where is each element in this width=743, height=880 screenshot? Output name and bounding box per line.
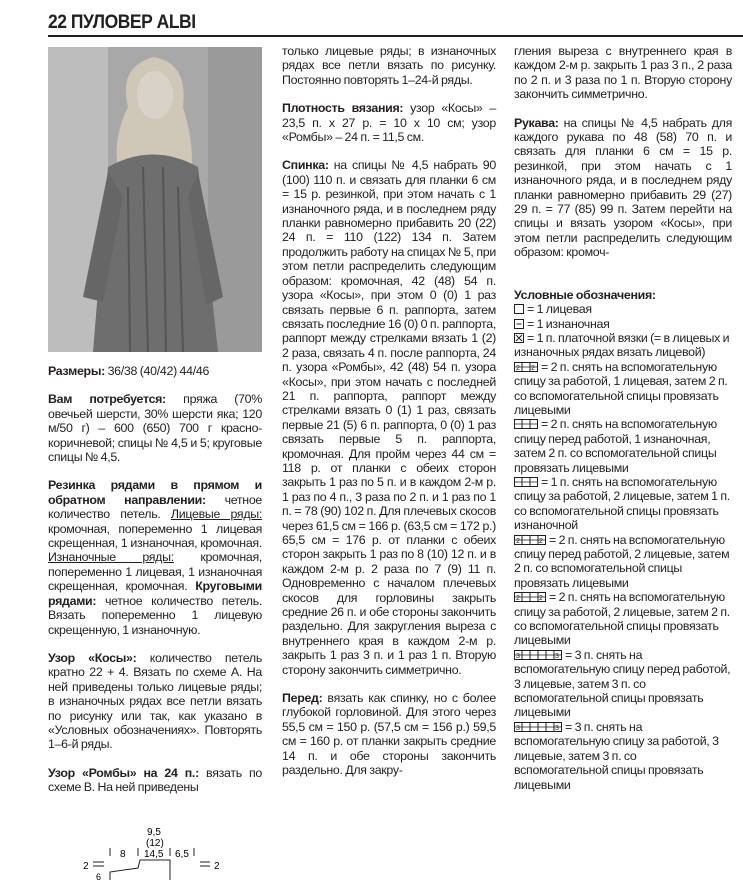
svg-text:2: 2 (516, 364, 520, 372)
rib-text: кромочная, попеременно 1 лицевая, 1 изнаночная скрещенная, кромочная. (48, 550, 263, 594)
legend-item-text: = 2 п. снять на вспомогательную спицу за работой, 1 лицевая, затем 2 п. со вспомогательной спицы провязать лицевыми (514, 359, 728, 417)
cables-text: количество петель кратно 22 + 4. Вязать по схеме А. На ней приведены только лицевые ряды; в изнаночных рядах все петли вязать по рисунку или так, как указано в «Условных обозначениях». Повторять 1–6-й ряды. (48, 650, 262, 752)
legend-item (514, 590, 732, 648)
svg-text:3: 3 (516, 652, 520, 660)
svg-text:2: 2 (516, 595, 520, 603)
materials-lead: Вам потребуется: (48, 392, 166, 407)
rib-text: кромочная, попеременно 1 лицевая скрещенная, 1 изнаночная, кромочная. (48, 521, 262, 551)
title-rule (48, 35, 743, 37)
legend-title: Условные обозначения: (514, 287, 656, 302)
back-lead: Спинка: (282, 158, 329, 173)
legend-item-text: = 1 п. платочной вязки (= в лицевых и изнаночных рядах вязать лицевой) (514, 330, 730, 360)
legend-item-text: = 2 п. снять на вспомогательную спицу за работой, 2 лицевые, затем 2 п. со вспомогательной спицы провязать лицевыми (514, 590, 730, 648)
legend-item (514, 648, 732, 720)
cable-3-3-front-icon (514, 648, 565, 662)
sizes-paragraph (48, 364, 262, 378)
knit-icon (514, 302, 527, 316)
rib-paragraph (48, 478, 262, 636)
schematic-diagram (60, 826, 260, 880)
cables-lead: Узор «Косы»: (48, 650, 137, 665)
back-paragraph (282, 158, 496, 677)
front-paragraph (282, 691, 496, 777)
svg-text:3: 3 (555, 652, 559, 660)
legend-item (514, 331, 732, 360)
legend-list (514, 302, 732, 792)
rib-text: четное количество петель. (48, 492, 262, 522)
svg-text:2: 2 (539, 595, 543, 603)
legend-item (514, 720, 732, 792)
garter-icon (514, 331, 527, 345)
slope-label: 2 (214, 861, 220, 872)
cables-paragraph (48, 651, 262, 752)
sleeves-paragraph (514, 116, 732, 260)
rib-lead: Резинка рядами в прямом и обратном направлении: (48, 478, 262, 507)
purl-icon (514, 317, 527, 331)
neck-width-label: 14,5 (144, 849, 164, 860)
legend-item (514, 533, 732, 591)
column-3 (514, 44, 732, 792)
slope-label: 2 (83, 861, 89, 872)
cable-2-2-front-icon (514, 533, 549, 547)
legend-item-text: = 3 п. снять на вспомогательную спицу перед работой, 3 лицевые, затем 3 п. со вспомогательной спицы провязать лицевыми (514, 647, 731, 720)
legend-item (514, 360, 732, 418)
legend-item-text: = 1 п. снять на вспомогательную спицу за работой, 2 лицевые, затем 1 п. со вспомогательной спицы провязать изнаночной (514, 474, 730, 533)
svg-text:3: 3 (555, 724, 559, 732)
sleeves-lead: Рукава: (514, 115, 559, 130)
rib-text: четное количество петель. Вязать попеременно 1 лицевую скрещенную, 1 изнаночную. (48, 593, 262, 637)
shoulder-label: 6,5 (175, 849, 189, 860)
rib-knit-rows-label: Лицевые ряды: (170, 507, 262, 522)
column-1 (48, 364, 262, 809)
legend-item-text: = 3 п. снять на вспомогательную спицу за работой, 3 лицевые, затем 3 п. со вспомогательной спицы провязать лицевыми (514, 719, 719, 792)
neck-width-label: 9,5 (147, 827, 161, 838)
sizes-text: 36/38 (40/42) 44/46 (104, 364, 210, 378)
sleeves-text: на спицы № 4,5 набрать для каждого рукава по 48 (58) 70 п. и связать для планки 6 см = 15 р. резинкой, при этом начать с 1 изнаночного ряда, и в последнем ряду планки равномерно прибавить 29 (27) 29 п. = 77 (85) 99 п. Затем перейти на спицы и вязать узором «Косы», при этом петли распределить следующим образом: кромоч- (514, 115, 732, 260)
front-continued: гления выреза с внутреннего края в каждом 2-м р. закрыть 1 раз 3 п., 2 раза по 2 п. и 3 раза по 1 п. Вторую сторону закончить симметрично. (514, 44, 732, 102)
svg-text:2: 2 (531, 364, 535, 372)
model-photo (48, 47, 262, 352)
back-text: на спицы № 4,5 набрать 90 (100) 110 п. и связать для планки 6 см = 15 р. резинкой, при этом начать с 1 изнаночного ряда, и в последнем ряду планки равномерно прибавить 20 (22) 24 п. = 110 (122) 134 п. Затем продолжить работу на спицах № 5, при этом петли распределить следующим образом: кромочная, 42 (48) 54 п. узора «Косы», при этом 0 (0) 1 раз связать первые 6 п. раппорта, затем связать последние 16 (0) 0 п. раппорта, раппорт между стрелками вязать 1 (2) 2 раза, связать 4 п. после раппорта, 24 п. узора «Ромбы», 42 (48) 54 п. узора «Косы», при этом начать с последней 21 п. раппорта, раппорт между стрелками вязать 0 (1) 1 раз, связать первые 21 (5) 6 п. раппорта, 0 (0) 1 раз связать первые 5 п. раппорта, кромочная. Для пройм через 44 см = 118 р. от планки с обеих сторон закрыть 1 раз по 5 п. и в каждом 2-м р. 1 раз по 4 п., 3 раза по 2 п. и 1 раз по 1 п. = 78 (90) 102 п. Для плечевых скосов через 61,5 см = 166 р. (63,5 см = 172 р.) 65,5 см = 176 р. от планки с обеих сторон закрыть 1 раз по 8 (10) 12 п. и в каждом 2-м р. 2 раза по 7 (9) 11 п. Одновременно с началом плечевых скосов для горловины закрыть средние 26 п. и обе стороны закончить раздельно. Для закругления выреза с внутреннего края в каждом 2-м р. закрыть 1 раз 3 п. и 1 раз 1 п. Вторую сторону закончить симметрично. (282, 158, 496, 677)
gauge-text: узор «Косы» – 23,5 п. х 27 р. = 10 х 10 см; узор «Ромбы» – 24 п. = 11,5 см. (282, 101, 497, 145)
legend-item-text: = 1 лицевая (527, 302, 592, 317)
legend-item-text: = 2 п. снять на вспомогательную спицу перед работой, 2 лицевые, затем 2 п. со вспомогательной спицы провязать лицевыми (514, 532, 730, 590)
cable-3-3-back-icon (514, 720, 565, 734)
model-photo-image (48, 47, 262, 352)
legend-item-text: = 2 п. снять на вспомогательную спицу перед работой, 1 изнаночная, затем 2 п. со вспомогательной спицы провязать лицевыми (514, 417, 717, 475)
cable-1-2-back-purl-icon (514, 475, 541, 489)
page-title: 22 ПУЛОВЕР ALBI (48, 12, 196, 33)
sizes-lead: Размеры: (48, 364, 105, 378)
front-lead: Перед: (282, 691, 323, 706)
materials-text: пряжа (70% овечьей шерсти, 30% шерсти яка; 120 м/50 г) – 600 (650) 700 г красно-коричневой; спицы № 4,5 и 5; круговые спицы № 4,5. (48, 392, 262, 465)
gauge-lead: Плотность вязания: (282, 101, 404, 116)
legend-item (514, 302, 732, 316)
diamonds-text: вязать по схеме В. На ней приведены (48, 765, 263, 795)
cable-2-2-back-icon (514, 590, 549, 604)
legend-item-text: = 1 изнаночная (527, 316, 610, 331)
column-2 (282, 44, 496, 792)
rib-purl-rows-label: Изнаночные ряды: (48, 550, 174, 565)
cable-2-1-front-purl-icon (514, 417, 541, 431)
legend-item (514, 475, 732, 533)
svg-text:2: 2 (516, 537, 520, 545)
cable-2-1-back-icon (514, 360, 541, 374)
shoulder-label: 8 (120, 849, 126, 860)
diamonds-lead: Узор «Ромбы» на 24 п.: (48, 765, 199, 780)
svg-text:2: 2 (539, 537, 543, 545)
gauge-paragraph (282, 101, 496, 144)
diamonds-paragraph (48, 766, 262, 795)
neck-width-label: (12) (146, 838, 164, 849)
rib-round-lead: Круговыми рядами: (48, 579, 262, 608)
side-label: 6 (96, 872, 102, 880)
front-text: вязать как спинку, но с более глубокой горловиной. Для этого через 55,5 см = 150 р. (57,5 см = 156 р.) 59,5 см = 160 р. от планки закрыть средние 14 п. и обе стороны закончить раздельно. Для закру- (282, 691, 496, 778)
legend-item (514, 317, 732, 331)
materials-paragraph (48, 392, 262, 464)
legend-item (514, 417, 732, 475)
svg-text:3: 3 (516, 724, 520, 732)
diamonds-continued: только лицевые ряды; в изнаночных рядах все петли вязать по рисунку. Постоянно повторять 1–24-й ряды. (282, 44, 496, 87)
